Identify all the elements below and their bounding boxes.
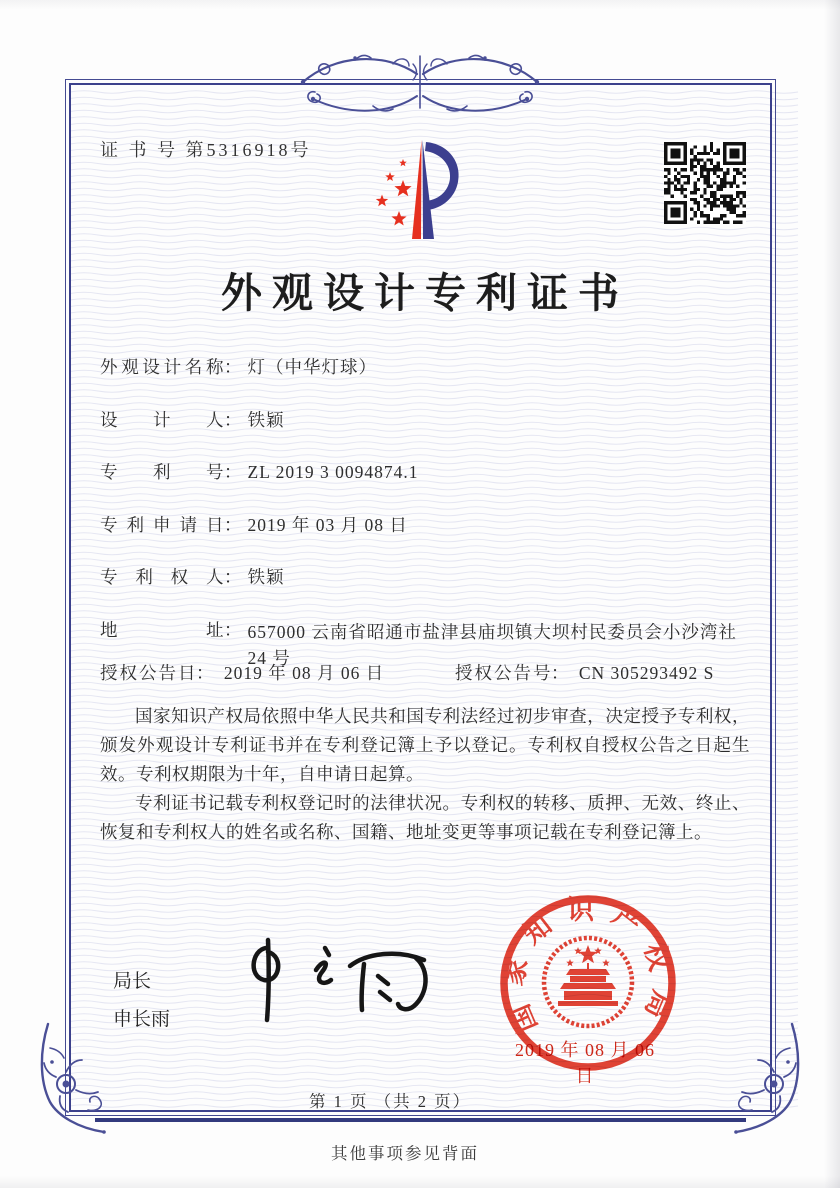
logo-p-bowl bbox=[425, 142, 459, 210]
field-patentee bbox=[100, 566, 752, 589]
field-value: 657000 云南省昭通市盐津县庙坝镇大坝村民委员会小沙湾社 24 号 bbox=[247, 621, 737, 668]
field-label: 外观设计名称 bbox=[100, 357, 224, 377]
commissioner-signature bbox=[228, 936, 438, 1036]
field-label: 授权公告日 bbox=[100, 663, 196, 683]
field-value: CN 305293492 S bbox=[578, 663, 715, 683]
field-label: 授权公告号 bbox=[455, 663, 551, 683]
field-colon: ： bbox=[224, 514, 242, 535]
certificate-number: 证 书 号 第5316918号 bbox=[100, 140, 312, 160]
field-value: 灯（中华灯球） bbox=[247, 357, 377, 377]
field-colon: ： bbox=[224, 462, 242, 482]
body-paragraphs bbox=[100, 702, 750, 847]
bottom-right-corner-ornament bbox=[709, 1022, 804, 1137]
field-value: 铁颖 bbox=[247, 409, 285, 430]
top-scrollwork-ornament bbox=[295, 44, 545, 122]
bottom-thick-rule bbox=[95, 1118, 746, 1122]
field-colon: ： bbox=[551, 663, 569, 683]
paragraph-legal-status: 专利证书记载专利权登记时的法律状况。专利权的转移、质押、无效、终止、恢复和专利权人的姓名或名称、国籍、地址变更等事项记载在专利登记簿上。 bbox=[100, 793, 750, 842]
field-label: 专利申请日 bbox=[100, 514, 224, 535]
grant-row bbox=[100, 662, 752, 685]
grant-number bbox=[455, 662, 714, 685]
logo-spike-blue bbox=[423, 140, 435, 239]
signer-name: 申长雨 bbox=[113, 1009, 171, 1030]
field-label: 地址 bbox=[100, 619, 224, 640]
page-number: 第 1 页 （共 2 页） bbox=[308, 1092, 472, 1111]
field-colon: ： bbox=[196, 663, 214, 683]
signer-title: 局长 bbox=[113, 971, 152, 992]
field-design-name bbox=[100, 356, 752, 379]
logo-stars bbox=[376, 159, 412, 226]
field-label: 专利号 bbox=[100, 462, 224, 482]
cnipa-logo bbox=[350, 128, 492, 246]
field-colon: ： bbox=[224, 619, 242, 640]
field-patent-number bbox=[100, 461, 752, 484]
seal-emblem-tiananmen bbox=[558, 963, 618, 1006]
field-label: 设计人 bbox=[100, 409, 224, 430]
field-colon: ： bbox=[224, 567, 242, 587]
seal-circular-text: 国家知识产权局 bbox=[497, 894, 679, 1037]
certificate-title: 外观设计专利证书 bbox=[221, 270, 629, 316]
field-label: 专利权人 bbox=[100, 567, 224, 587]
field-value: 2019 年 03 月 08 日 bbox=[247, 514, 408, 535]
seal-date: 2019 年 08 月 06 日 bbox=[515, 1040, 655, 1086]
field-value: ZL 2019 3 0094874.1 bbox=[247, 462, 419, 482]
paragraph-grant-statement: 国家知识产权局依照中华人民共和国专利法经过初步审查，决定授予专利权，颁发外观设计专利证书并在专利登记簿上予以登记。专利权自授权公告之日起生效。专利权期限为十年，自申请日起算。 bbox=[100, 706, 750, 784]
field-designer bbox=[100, 409, 752, 432]
grant-date bbox=[100, 663, 384, 683]
signer-block bbox=[113, 963, 170, 1039]
field-list bbox=[100, 356, 752, 679]
field-value: 2019 年 08 月 06 日 bbox=[223, 663, 385, 683]
back-side-note: 其他事项参见背面 bbox=[331, 1144, 479, 1163]
qr-code bbox=[664, 142, 746, 224]
field-colon: ： bbox=[224, 357, 242, 377]
logo-spike-red bbox=[412, 140, 422, 239]
field-colon: ： bbox=[224, 409, 242, 430]
field-value: 铁颖 bbox=[247, 567, 285, 587]
field-filing-date bbox=[100, 514, 752, 537]
bottom-left-corner-ornament bbox=[36, 1022, 131, 1137]
